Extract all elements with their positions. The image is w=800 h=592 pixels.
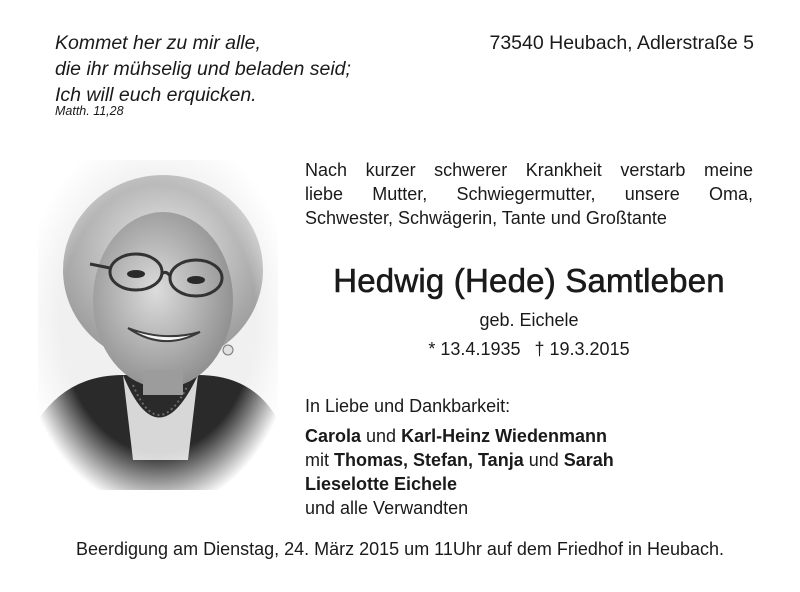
verse-reference: Matth. 11,28	[55, 104, 124, 118]
family-address: 73540 Heubach, Adlerstraße 5	[489, 32, 754, 54]
conjunction: mit	[305, 450, 334, 470]
bible-verse	[55, 30, 351, 108]
death-date: † 19.3.2015	[534, 339, 630, 359]
verse-line: die ihr mühselig und beladen seid;	[55, 58, 351, 80]
conjunction: und	[361, 426, 402, 446]
mourner-line: und alle Verwandten	[305, 498, 469, 518]
verse-line: Kommet her zu mir alle,	[55, 32, 261, 54]
mourners-heading: In Liebe und Dankbarkeit:	[305, 396, 511, 416]
mourners-list	[305, 394, 614, 520]
mourner-line: Lieselotte Eichele	[305, 474, 458, 494]
announcement-line: Schwester, Schwägerin, Tante und Großtante	[305, 208, 667, 228]
mourner-line	[305, 424, 614, 448]
mourner-name: Sarah	[563, 450, 614, 470]
verse-line: Ich will euch erquicken.	[55, 84, 257, 106]
life-dates	[305, 339, 753, 360]
announcement-text	[305, 158, 753, 230]
conjunction: und	[523, 450, 564, 470]
deceased-name: Hedwig (Hede) Samtleben	[333, 262, 725, 299]
mourner-name: Carola	[305, 426, 362, 446]
mourner-line	[305, 448, 614, 472]
announcement-line: liebe Mutter, Schwiegermutter, unsere Oma,	[305, 184, 753, 204]
mourner-name: Thomas, Stefan, Tanja	[334, 450, 524, 470]
funeral-notice: Beerdigung am Dienstag, 24. März 2015 um 11Uhr auf dem Friedhof in Heubach.	[75, 539, 725, 559]
mourner-name: Karl-Heinz Wiedenmann	[401, 426, 607, 446]
announcement-line: Nach kurzer schwerer Krankheit verstarb meine	[305, 160, 753, 180]
portrait-photo	[38, 160, 278, 490]
maiden-name: geb. Eichele	[479, 310, 579, 330]
birth-date: * 13.4.1935	[428, 339, 521, 359]
